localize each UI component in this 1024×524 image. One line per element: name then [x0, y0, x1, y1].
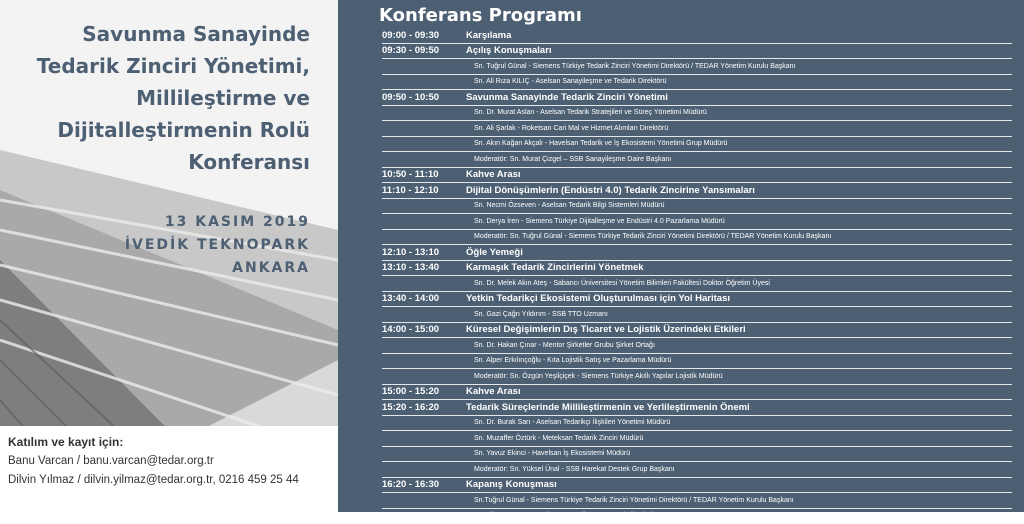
contact-line: Banu Varcan / banu.varcan@tedar.org.tr [8, 452, 338, 471]
speaker-row [382, 509, 1012, 524]
speaker-text: Sn. Dr. Burak Sarı - Aselsan Tedarikçi İlişkileri Yönetimi Müdürü [466, 419, 670, 426]
speaker-text: Sn. Yavuz Ekinci - Havelsan İş Ekosistemi Müdürü [466, 450, 630, 457]
speaker-row [382, 137, 1012, 153]
event-info [125, 211, 310, 280]
speaker-row [382, 307, 1012, 323]
session-title: Savunma Sanayinde Tedarik Zinciri Yönetimi [466, 92, 668, 103]
title-line: Konferansı [10, 146, 310, 178]
session-title: Açılış Konuşmaları [466, 45, 552, 56]
row-time: 15:20 - 16:20 [382, 402, 466, 413]
speaker-text: Sn. Necmi Özseven - Aselsan Tedarik Bilgi Sistemleri Müdürü [466, 202, 665, 209]
schedule-list [382, 28, 1012, 524]
program-title: Konferans Programı [379, 4, 582, 28]
session-title: Tedarik Süreçlerinde Millileştirmenin ve Yerlileştirmenin Önemi [466, 402, 750, 413]
speaker-text: Moderatör: Sn. Murat Çizgel – SSB Sanayileşme Daire Başkanı [466, 156, 671, 163]
schedule-row [382, 90, 1012, 106]
schedule-row [382, 44, 1012, 60]
row-time: 13:10 - 13:40 [382, 262, 466, 273]
schedule-row [382, 385, 1012, 401]
speaker-text: Sn. Ali Rıza KILIÇ - Aselsan Sanayileşme ve Tedarik Direktörü [466, 512, 666, 519]
speaker-row [382, 121, 1012, 137]
session-title: Kahve Arası [466, 386, 521, 397]
speaker-text: Sn. Derya İren - Siemens Türkiye Dijitalleşme ve Endüstri 4.0 Pazarlama Müdürü [466, 218, 725, 225]
row-time: 09:00 - 09:30 [382, 30, 466, 41]
speaker-row [382, 152, 1012, 168]
row-time: 10:50 - 11:10 [382, 169, 466, 180]
speaker-row [382, 431, 1012, 447]
speaker-text: Sn. Alper Erkılınçoğlu - Kıta Lojistik Satış ve Pazarlama Müdürü [466, 357, 671, 364]
speaker-text: Sn. Dr. Murat Aslan - Aselsan Tedarik Stratejileri ve Süreç Yönetimi Müdürü [466, 109, 707, 116]
event-date: 13 KASIM 2019 [125, 211, 310, 234]
event-venue: İVEDİK TEKNOPARK [125, 234, 310, 257]
contact-line: Dilvin Yılmaz / dilvin.yilmaz@tedar.org.tr, 0216 459 25 44 [8, 471, 338, 490]
speaker-row [382, 369, 1012, 385]
session-title: Karmaşık Tedarik Zincirlerini Yönetmek [466, 262, 644, 273]
schedule-row [382, 168, 1012, 184]
session-title: Yetkin Tedarikçi Ekosistemi Oluşturulması için Yol Haritası [466, 293, 730, 304]
title-line: Savunma Sanayinde [10, 18, 310, 50]
schedule-row [382, 478, 1012, 494]
schedule-row [382, 261, 1012, 277]
left-panel [0, 0, 338, 512]
row-time: 16:20 - 16:30 [382, 479, 466, 490]
speaker-text: Moderatör: Sn. Özgün Yeşilçiçek - Siemens Türkiye Akıllı Yapılar Lojistik Müdürü [466, 373, 723, 380]
row-time: 11:10 - 12:10 [382, 185, 466, 196]
speaker-row [382, 75, 1012, 91]
speaker-row [382, 354, 1012, 370]
session-title: Öğle Yemeği [466, 247, 523, 258]
speaker-text: Sn. Dr. Melek Akın Ateş - Sabancı Üniversitesi Yönetim Bilimleri Fakültesi Doktor Öğretim Üyesi [466, 280, 770, 287]
conference-title [10, 18, 310, 178]
speaker-text: Sn. Ali Rıza KILIÇ - Aselsan Sanayileşme ve Tedarik Direktörü [466, 78, 666, 85]
speaker-row [382, 276, 1012, 292]
contact-heading: Katılım ve kayıt için: [8, 434, 338, 450]
speaker-text: Moderatör: Sn. Tuğrul Günal - Siemens Türkiye Tedarik Zinciri Yönetimi Direktörü / TEDAR Yönetim Kurulu Başkanı [466, 233, 831, 240]
contact-box [0, 426, 338, 512]
schedule-row [382, 323, 1012, 339]
row-time: 09:50 - 10:50 [382, 92, 466, 103]
speaker-row [382, 230, 1012, 246]
speaker-row [382, 338, 1012, 354]
speaker-row [382, 59, 1012, 75]
session-title: Dijital Dönüşümlerin (Endüstri 4.0) Tedarik Zincirine Yansımaları [466, 185, 755, 196]
speaker-row [382, 493, 1012, 509]
title-line: Dijitalleştirmenin Rolü [10, 114, 310, 146]
schedule-row [382, 292, 1012, 308]
speaker-row [382, 416, 1012, 432]
speaker-text: Sn. Akın Kağan Akçalı - Havelsan Tedarik ve İş Ekosistemi Yönetimi Grup Müdürü [466, 140, 727, 147]
speaker-text: Sn. Gazi Çağrı Yıldırım - SSB TTO Uzmanı [466, 311, 608, 318]
speaker-row [382, 106, 1012, 122]
schedule-row [382, 400, 1012, 416]
schedule-row [382, 28, 1012, 44]
speaker-text: Sn. Dr. Hakan Çınar - Mentor Şirketler Grubu Şirket Ortağı [466, 342, 655, 349]
event-city: ANKARA [125, 257, 310, 280]
speaker-text: Sn. Ali Şarlak - Roketsan Cari Mal ve Hizmet Alımları Direktörü [466, 125, 668, 132]
row-time: 12:10 - 13:10 [382, 247, 466, 258]
title-line: Tedarik Zinciri Yönetimi, [10, 50, 310, 82]
speaker-row [382, 447, 1012, 463]
schedule-row [382, 245, 1012, 261]
row-time: 14:00 - 15:00 [382, 324, 466, 335]
program-panel [338, 0, 1024, 512]
speaker-text: Sn.Tuğrul Günal - Siemens Türkiye Tedarik Zinciri Yönetimi Direktörü / TEDAR Yönetim Kurulu Başkanı [466, 497, 794, 504]
speaker-row [382, 214, 1012, 230]
speaker-text: Moderatör: Sn. Yüksel Ünal - SSB Harekat Destek Grup Başkanı [466, 466, 675, 473]
row-time: 13:40 - 14:00 [382, 293, 466, 304]
schedule-row [382, 183, 1012, 199]
session-title: Kahve Arası [466, 169, 521, 180]
speaker-text: Sn. Muzaffer Öztürk - Meteksan Tedarik Zinciri Müdürü [466, 435, 643, 442]
title-line: Millileştirme ve [10, 82, 310, 114]
session-title: Karşılama [466, 30, 511, 41]
speaker-text: Sn. Tuğrul Günal - Siemens Türkiye Tedarik Zinciri Yönetimi Direktörü / TEDAR Yönetim Kurulu Başkanı [466, 63, 796, 70]
session-title: Kapanış Konuşması [466, 479, 557, 490]
row-time: 15:00 - 15:20 [382, 386, 466, 397]
session-title: Küresel Değişimlerin Dış Ticaret ve Lojistik Üzerindeki Etkileri [466, 324, 746, 335]
row-time: 09:30 - 09:50 [382, 45, 466, 56]
speaker-row [382, 462, 1012, 478]
speaker-row [382, 199, 1012, 215]
